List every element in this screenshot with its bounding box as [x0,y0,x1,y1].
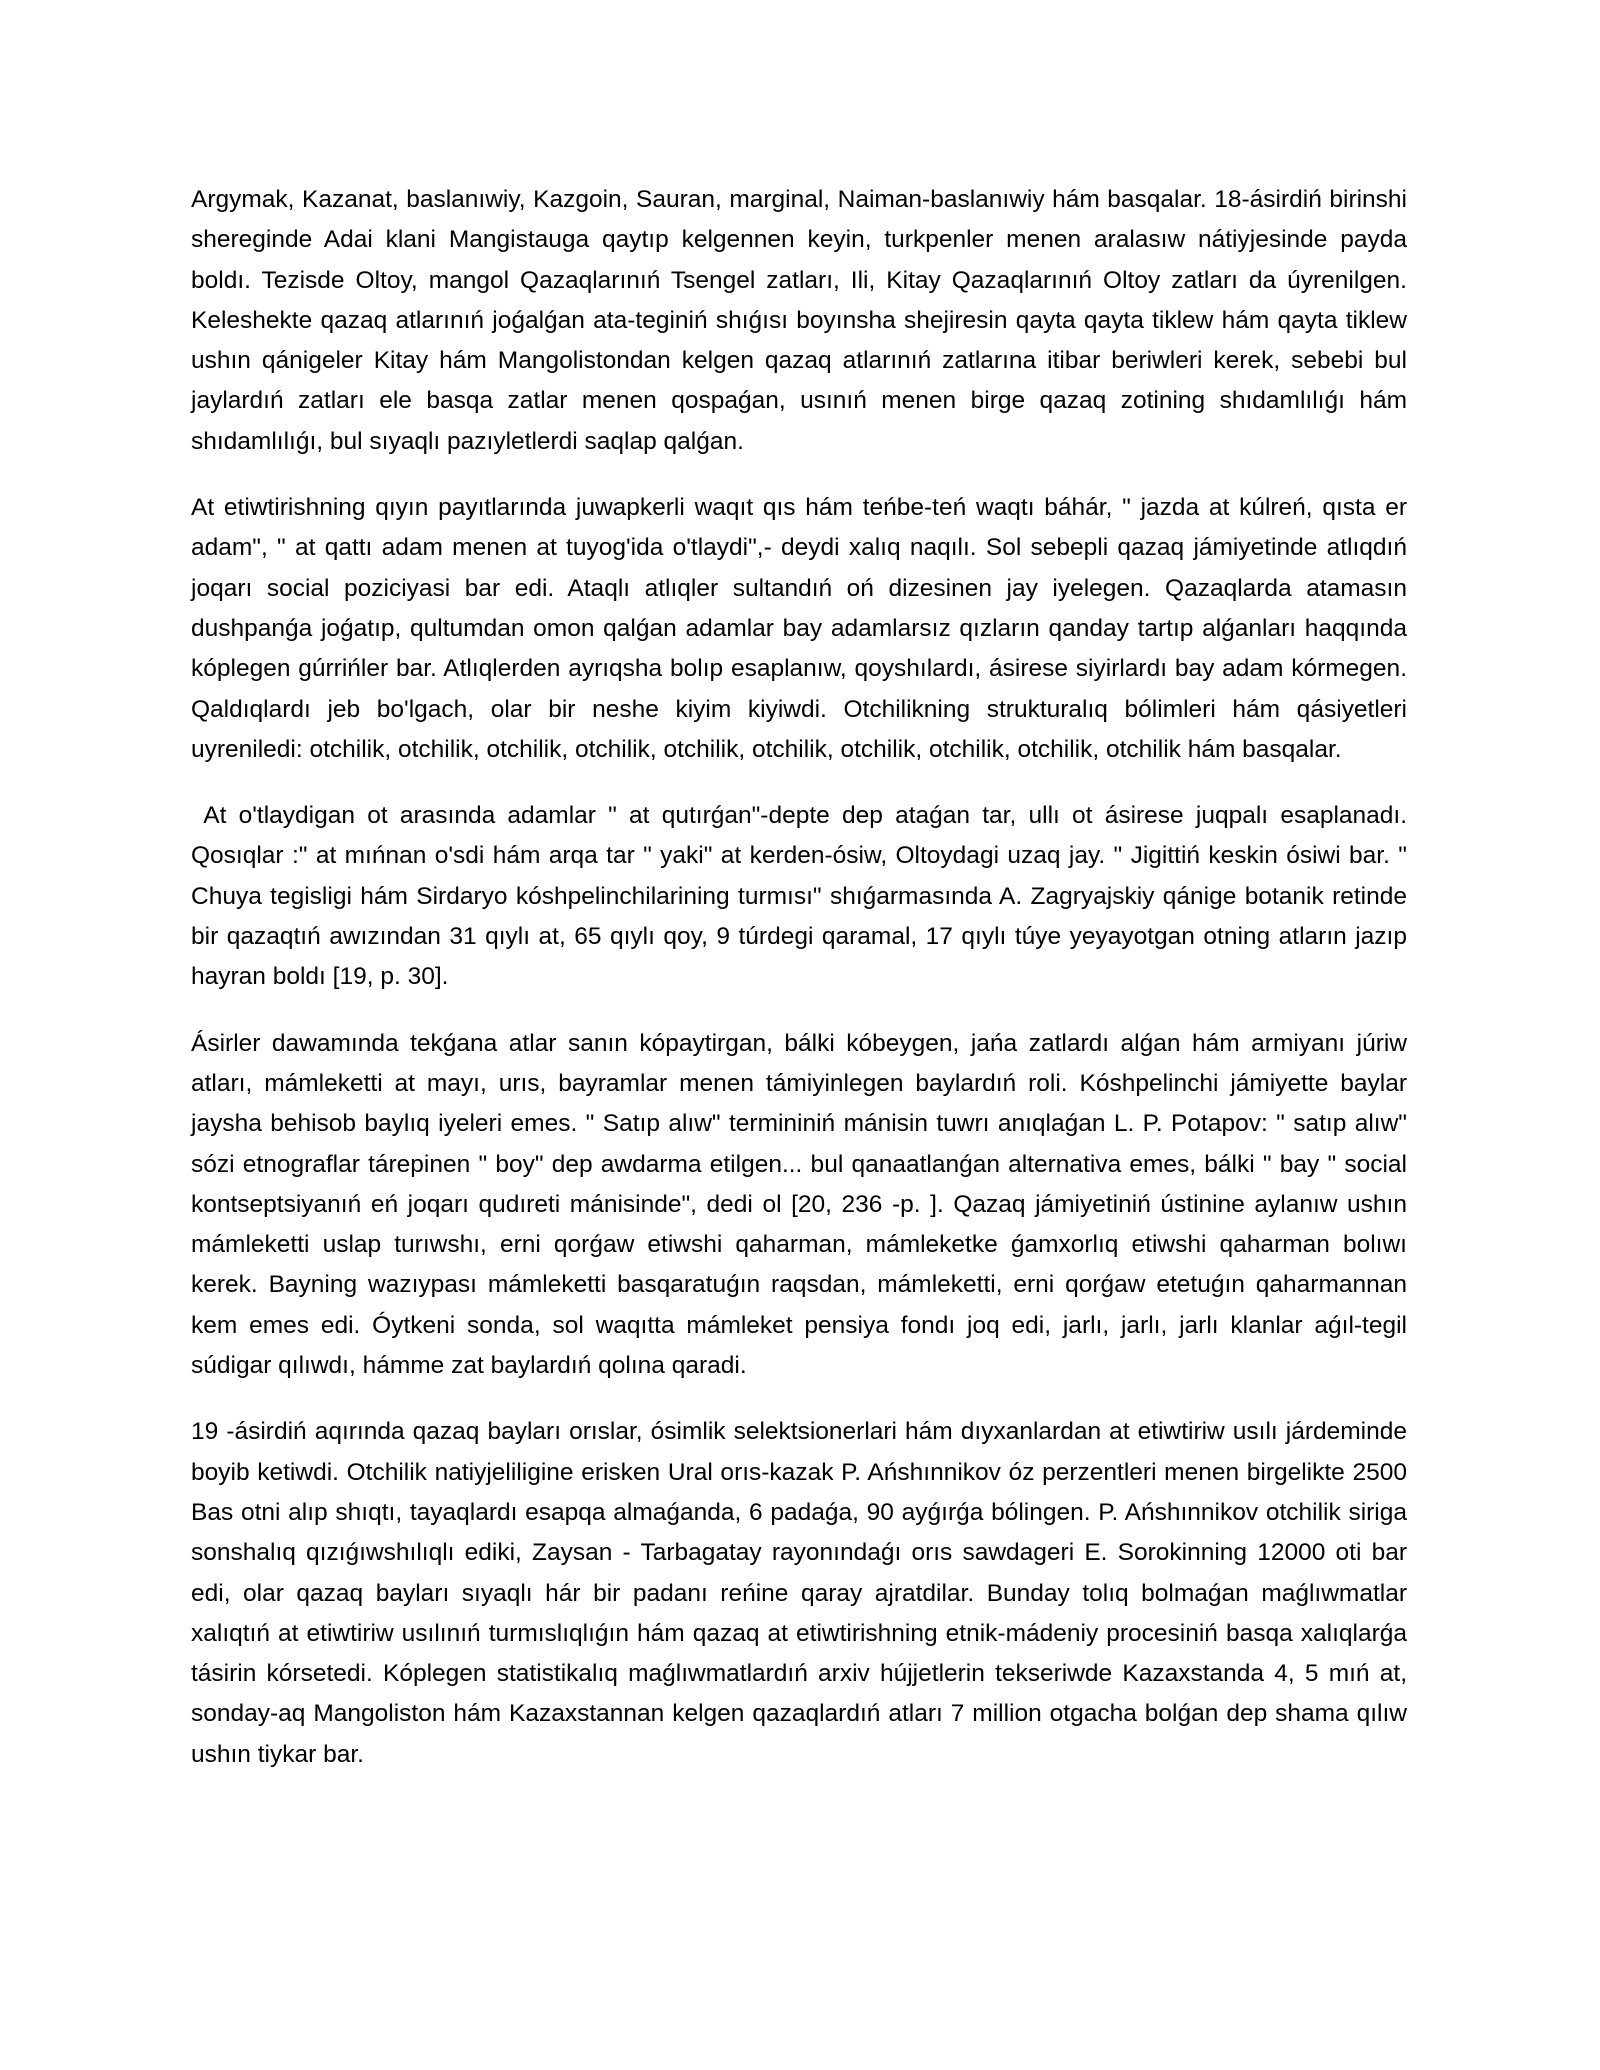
paragraph-3: At o'tlaydigan ot arasında adamlar " at qutırǵan"-depte dep ataǵan tar, ullı ot ásirese juqpalı esaplanadı. Qosıqlar :" at mıńnan o'sdi hám arqa tar " yaki" at kerden-ósiw, Oltoydagi uzaq jay. " Jigittiń keskin ósiwi bar. " Chuya tegisligi hám Sirdaryo kóshpelinchilarining turmısı" shıǵarmasında A. Zagryajskiy qánige botanik retinde bir qazaqtıń awızından 31 qıylı at, 65 qıylı qoy, 9 túrdegi qaramal, 17 qıylı túye yeyayotgan otning atların jazıp hayran boldı [19, p. 30]. [191,802,1414,991]
paragraph-4: Ásirler dawamında tekǵana atlar sanın kópaytirgan, bálki kóbeygen, jańa zatlardı alǵan hám armiyanı júriw atları, mámleketti at mayı, urıs, bayramlar menen támiyinlegen baylardıń roli. Kóshpelinchi jámiyette baylar jaysha behisob baylıq iyeleri emes. " Satıp alıw" termininiń mánisin tuwrı anıqlaǵan L. P. Potapov: " satıp alıw" sózi etnograflar tárepinen " boy" dep awdarma etilgen... bul qanaatlanǵan alternativa emes, bálki " bay " social kontseptsiyanıń eń joqarı qudıreti mánisinde", dedi ol [20, 236 -p. ]. Qazaq jámiyetiniń ústinine aylanıw ushın mámleketti uslap turıwshı, erni qorǵaw etiwshi qaharman, mámleketke ǵamxorlıq etiwshi qaharman bolıwı kerek. Bayning wazıypası mámleketti basqaratuǵın raqsdan, mámleketti, erni qorǵaw etetuǵın qaharmannan kem emes edi. Óytkeni sonda, sol waqıtta mámleket pensiya fondı joq edi, jarlı, jarlı, jarlı klanlar aǵıl-tegil súdigar qılıwdı, hámme zat baylardıń qolına qaradi. [191,1029,1407,1380]
paragraph-5: 19 -ásirdiń aqırında qazaq bayları orıslar, ósimlik selektsionerlari hám dıyxanlardan at etiwtiriw usılı járdeminde boyib ketiwdi. Otchilik natiyjeliligine erisken Ural orıs-kazak P. Ańshınnikov óz perzentleri menen birgelikte 2500 Bas otni alıp shıqtı, tayaqlardı esapqa almaǵanda, 6 padaǵa, 90 ayǵırǵa bólingen. P. Ańshınnikov otchilik siriga sonshalıq qızıǵıwshılıqlı ediki, Zaysan - Tarbagatay rayonındaǵı orıs sawdageri E. Sorokinning 12000 oti bar edi, olar qazaq bayları sıyaqlı hár bir padanı reńine qaray ajratdilar. Bunday tolıq bolmaǵan maǵlıwmatlar xalıqtıń at etiwtiriw usılınıń turmıslıqlıǵın hám qazaq at etiwtirishning etnik-mádeniy procesiniń basqa xalıqlarǵa tásirin kórsetedi. Kóplegen statistikalıq maǵlıwmatlardıń arxiv hújjetlerin tekseriwde Kazaxstanda 4, 5 mıń at, sonday-aq Mangoliston hám Kazaxstannan kelgen qazaqlardıń atları 7 million otgacha bolǵan dep shama qılıw ushın tiykar bar. [191,1418,1407,1768]
paragraph-2: At etiwtirishning qıyın payıtlarında juwapkerli waqıt qıs hám teńbe-teń waqtı báhár, " jazda at kúlreń, qısta er adam", " at qattı adam menen at tuyog'ida o'tlaydi",- deydi xalıq naqılı. Sol sebepli qazaq jámiyetinde atlıqdıń joqarı social poziciyasi bar edi. Ataqlı atlıqler sultandıń oń dizesinen jay iyelegen. Qazaqlarda atamasın dushpanǵa joǵatıp, qultumdan omon qalǵan adamlar bay adamlarsız qızların qanday tartıp alǵanları haqqında kóplegen gúrrińler bar. Atlıqlerden ayrıqsha bolıp esaplanıw, qoyshılardı, ásirese siyirlardı bay adam kórmegen. Qaldıqlardı jeb bo'lgach, olar bir neshe kiyim kiyiwdi. Otchilikning strukturalıq bólimleri hám qásiyetleri uyreniledi: otchilik, otchilik, otchilik, otchilik, otchilik, otchilik, otchilik, otchilik, otchilik, otchilik hám basqalar. [191,494,1407,763]
paragraph-1: Argymak, Kazanat, baslanıwiy, Kazgoin, Sauran, marginal, Naiman-baslanıwiy hám basqalar. 18-ásirdiń birinshi shereginde Adai klani Mangistauga qaytıp kelgennen keyin, turkpenler menen aralasıw nátiyjesinde payda boldı. Tezisde Oltoy, mangol Qazaqlarınıń Tsengel zatları, Ili, Kitay Qazaqlarınıń Oltoy zatları da úyrenilgen. Keleshekte qazaq atlarınıń joǵalǵan ata-teginiń shıǵısı boyınsha shejiresin qayta qayta tiklew hám qayta tiklew ushın qánigeler Kitay hám Mangolistondan kelgen qazaq atlarınıń zatlarına itibar beriwleri kerek, sebebi bul jaylardıń zatları ele basqa zatlar menen qospaǵan, usınıń menen birge qazaq zotining shıdamlılıǵı hám shıdamlılıǵı, bul sıyaqlı pazıyletlerdi saqlap qalǵan. [191,186,1407,455]
document-page [191,180,1414,1801]
